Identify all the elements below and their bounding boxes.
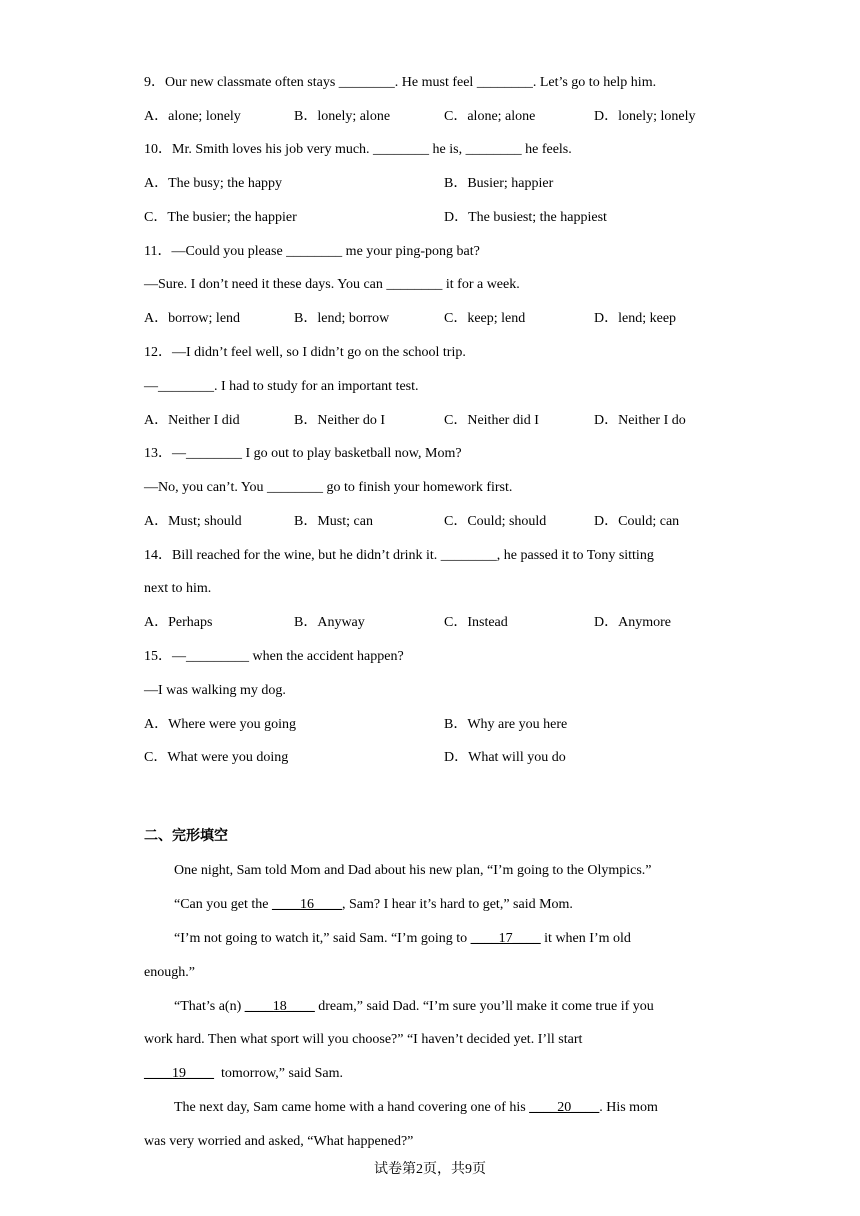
question-15-option-c: C．What were you doing xyxy=(144,750,289,765)
passage-paragraph-3 xyxy=(174,929,631,949)
passage-paragraph-4-cont: work hard. Then what sport will you choose?” “I haven’t decided yet. I’ll start xyxy=(144,1032,583,1047)
passage-text: , Sam? I hear it’s hard to get,” said Mom. xyxy=(341,897,573,912)
section-title: 二、完形填空 xyxy=(144,828,228,844)
question-12-stem: 12．—I didn’t feel well, so I didn’t go on the school trip. xyxy=(144,345,466,360)
question-13-option-b: B．Must; can xyxy=(294,514,373,529)
passage-paragraph-4-end xyxy=(144,1064,343,1084)
question-10-option-d: D．The busiest; the happiest xyxy=(444,210,607,225)
question-9-option-c: C．alone; alone xyxy=(444,109,536,124)
question-12-line2: —________. I had to study for an important test. xyxy=(144,379,419,394)
passage-text: “That’s a(n) xyxy=(174,999,245,1014)
blank-20: ____20____ xyxy=(529,1100,600,1115)
question-15-stem: 15．—_________ when the accident happen? xyxy=(144,649,404,664)
blank-17: ____17____ xyxy=(470,931,541,946)
passage-text: dream,” said Dad. “I’m sure you’ll make it come true if you xyxy=(314,999,654,1014)
question-13-option-c: C．Could; should xyxy=(444,514,547,529)
passage-paragraph-4 xyxy=(174,997,654,1017)
blank-16: ____16____ xyxy=(271,897,342,912)
question-13-option-d: D．Could; can xyxy=(594,514,680,529)
blank-18: ____18____ xyxy=(244,999,315,1014)
question-9-option-d: D．lonely; lonely xyxy=(594,109,696,124)
question-9-stem: 9．Our new classmate often stays ________. He must feel ________. Let’s go to help him. xyxy=(144,75,657,90)
question-13-option-a: A．Must; should xyxy=(144,514,242,529)
question-10-option-b: B．Busier; happier xyxy=(444,176,554,191)
question-14-option-b: B．Anyway xyxy=(294,615,365,630)
passage-paragraph-1: One night, Sam told Mom and Dad about his new plan, “I’m going to the Olympics.” xyxy=(174,863,652,878)
question-11-option-b: B．lend; borrow xyxy=(294,311,390,326)
question-15-option-a: A．Where were you going xyxy=(144,717,297,732)
page-footer: 试卷第2页，共9页 xyxy=(374,1162,486,1177)
question-13-stem: 13．—________ I go out to play basketball now, Mom? xyxy=(144,446,462,461)
question-9-option-b: B．lonely; alone xyxy=(294,109,391,124)
passage-paragraph-5 xyxy=(174,1098,658,1118)
question-10-option-c: C．The busier; the happier xyxy=(144,210,297,225)
question-12-option-c: C．Neither did I xyxy=(444,413,539,428)
question-12-option-a: A．Neither I did xyxy=(144,413,240,428)
question-14-option-d: D．Anymore xyxy=(594,615,671,630)
question-13-line2: —No, you can’t. You ________ go to finish your homework first. xyxy=(144,480,513,495)
blank-19: ____19____ xyxy=(144,1066,214,1081)
passage-text: . His mom xyxy=(599,1100,658,1115)
question-10-stem: 10．Mr. Smith loves his job very much. ________ he is, ________ he feels. xyxy=(144,142,572,157)
passage-paragraph-3-cont: enough.” xyxy=(144,965,195,980)
passage-text: The next day, Sam came home with a hand covering one of his xyxy=(174,1100,530,1115)
passage-text: it when I’m old xyxy=(540,931,631,946)
question-14-option-a: A．Perhaps xyxy=(144,615,213,630)
question-12-option-d: D．Neither I do xyxy=(594,413,686,428)
question-15-option-b: B．Why are you here xyxy=(444,717,568,732)
question-12-option-b: B．Neither do I xyxy=(294,413,385,428)
question-14-option-c: C．Instead xyxy=(444,615,508,630)
question-11-stem: 11．—Could you please ________ me your ping-pong bat? xyxy=(144,244,480,259)
question-14-line2: next to him. xyxy=(144,581,212,596)
question-11-option-d: D．lend; keep xyxy=(594,311,677,326)
question-14-stem: 14．Bill reached for the wine, but he didn’t drink it. ________, he passed it to Tony sitting xyxy=(144,548,654,563)
passage-paragraph-5-cont: was very worried and asked, “What happened?” xyxy=(144,1134,414,1149)
passage-text: tomorrow,” said Sam. xyxy=(214,1066,343,1081)
question-11-line2: —Sure. I don’t need it these days. You can ________ it for a week. xyxy=(144,277,520,292)
question-9-option-a: A．alone; lonely xyxy=(144,109,241,124)
passage-paragraph-2 xyxy=(174,895,573,915)
question-15-option-d: D．What will you do xyxy=(444,750,566,765)
question-10-option-a: A．The busy; the happy xyxy=(144,176,283,191)
passage-text: “Can you get the xyxy=(174,897,272,912)
question-11-option-a: A．borrow; lend xyxy=(144,311,241,326)
question-15-line2: —I was walking my dog. xyxy=(144,683,286,698)
question-11-option-c: C．keep; lend xyxy=(444,311,526,326)
passage-text: “I’m not going to watch it,” said Sam. “I’m going to xyxy=(174,931,471,946)
